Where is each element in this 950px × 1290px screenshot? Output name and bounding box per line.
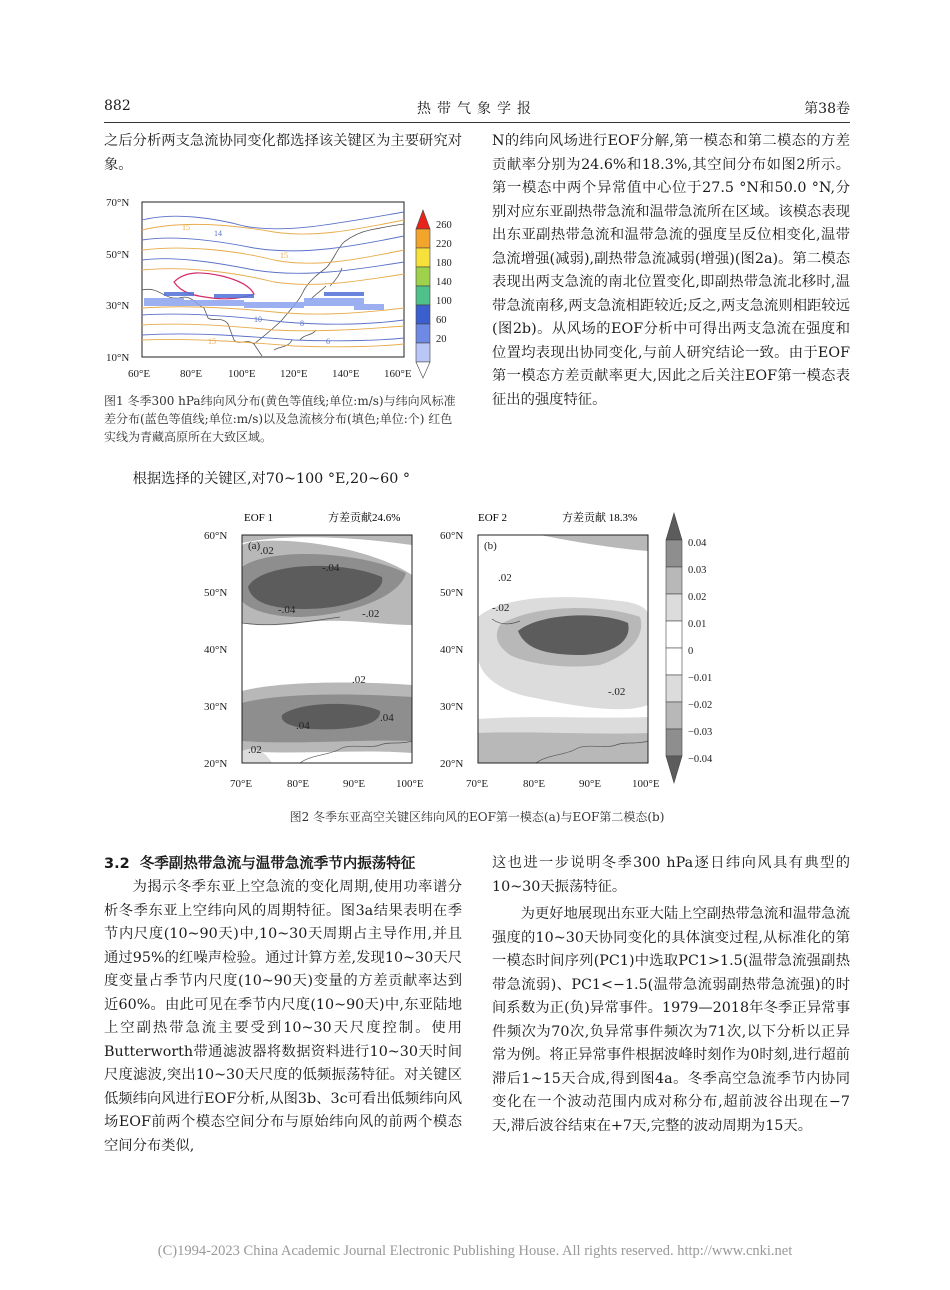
fig2-colorbar-label: 0 bbox=[688, 646, 694, 657]
eof1-lat-label: 60°N bbox=[204, 530, 228, 542]
fig2-colorbar-swatch bbox=[666, 540, 682, 567]
fig1-lat-label: 70°N bbox=[106, 197, 130, 209]
journal-title: 热带气象学报 bbox=[417, 101, 537, 117]
fig1-lon-label: 160°E bbox=[384, 368, 412, 380]
fig2-colorbar-swatch bbox=[666, 567, 682, 594]
fig1-colorbar-swatch bbox=[416, 210, 430, 229]
volume-label: 第38卷 bbox=[804, 101, 850, 117]
fig2-colorbar-label: 0.03 bbox=[688, 565, 707, 576]
fig2-colorbar-label: 0.02 bbox=[688, 592, 707, 603]
eof2-panel-label: (b) bbox=[484, 540, 497, 552]
eof2-contour-label: -.02 bbox=[492, 602, 510, 614]
eof1-lat-label: 50°N bbox=[204, 587, 228, 599]
figure2-eof bbox=[200, 505, 740, 800]
eof2-lon-label: 70°E bbox=[466, 778, 489, 790]
fig1-colorbar-swatch bbox=[416, 286, 430, 305]
fig1-lon-label: 140°E bbox=[332, 368, 360, 380]
eof2-panel bbox=[440, 510, 660, 790]
fig1-contour-label: 15 bbox=[280, 251, 288, 260]
fig1-colorbar-label: 220 bbox=[436, 239, 452, 250]
eof2-lon-label: 80°E bbox=[523, 778, 546, 790]
fig2-colorbar-swatch bbox=[666, 675, 682, 702]
fig2-colorbar-swatch bbox=[666, 729, 682, 756]
eof1-contour-label: .02 bbox=[352, 674, 366, 686]
fig2-colorbar-label: −0.02 bbox=[688, 700, 713, 711]
eof2-contour-label: .02 bbox=[498, 572, 512, 584]
fig2-colorbar-swatch bbox=[666, 621, 682, 648]
fig2-colorbar-swatch bbox=[666, 702, 682, 729]
fig1-colorbar-swatch bbox=[416, 362, 430, 378]
fig1-colorbar-swatch bbox=[416, 248, 430, 267]
eof1-contour-label: .04 bbox=[380, 712, 394, 724]
eof1-variance: 方差贡献24.6% bbox=[328, 512, 401, 524]
eof2-variance: 方差贡献 18.3% bbox=[562, 512, 638, 524]
fig2-colorbar-swatch bbox=[666, 513, 682, 540]
fig1-colorbar-swatch bbox=[416, 267, 430, 286]
fig1-contour-label: 6 bbox=[326, 337, 330, 346]
left-top-paragraph: 之后分析两支急流协同变化都选择该关键区为主要研究对象。 bbox=[104, 133, 462, 173]
fig1-contour-label: 14 bbox=[214, 229, 222, 238]
eof2-lat-label: 60°N bbox=[440, 530, 464, 542]
fig1-colorbar-label: 100 bbox=[436, 296, 452, 307]
fig1-lon-label: 100°E bbox=[228, 368, 256, 380]
figure1-caption: 图1 冬季300 hPa纬向风分布(黄色等值线;单位:m/s)与纬向风标准差分布(蓝色等值线;单位:m/s)以及急流核分布(填色;单位:个) 红色实线为青藏高原所在大致区域。 bbox=[104, 394, 456, 444]
header-rule bbox=[104, 122, 850, 123]
eof1-lon-label: 80°E bbox=[287, 778, 310, 790]
fig2-colorbar-label: 0.01 bbox=[688, 619, 707, 630]
eof1-contour-label: -.02 bbox=[362, 608, 380, 620]
eof2-lon-label: 100°E bbox=[632, 778, 660, 790]
eof1-contour-label: .04 bbox=[296, 720, 310, 732]
fig1-contour-label: 15 bbox=[208, 337, 216, 346]
fig1-contour-label: 10 bbox=[254, 315, 262, 324]
eof1-title: EOF 1 bbox=[244, 512, 274, 524]
eof1-lon-label: 90°E bbox=[343, 778, 366, 790]
fig1-lon-label: 120°E bbox=[280, 368, 308, 380]
page-number: 882 bbox=[104, 98, 131, 114]
eof1-lat-label: 20°N bbox=[204, 758, 228, 770]
section-heading bbox=[104, 852, 462, 873]
fig2-colorbar-label: −0.03 bbox=[688, 727, 713, 738]
eof2-lat-label: 50°N bbox=[440, 587, 464, 599]
eof1-panel bbox=[204, 510, 424, 790]
fig1-lat-label: 30°N bbox=[106, 300, 130, 312]
fig1-colorbar-labels bbox=[436, 220, 452, 345]
left-section-paragraph: 为揭示冬季东亚上空急流的变化周期,使用功率谱分析冬季东亚上空纬向风的周期特征。图3a结果表明在季节内尺度(10~90天)中,10~30天周期占主导作用,并且通过95%的红噪声检验。通过计算方差,发现10~30天尺度变量占季节内尺度(10~90天)变量的方差贡献率达到近60%。由此可见在季节内尺度(10~90天)中,东亚陆地上空副热带急流主要受到10~30天尺度控制。使用Butterworth带通滤波器将数据资料进行10~30天时间尺度滤波,突出10~30天尺度的低频振荡特征。对关键区低频纬向风进行EOF分析,从图3b、3c可看出低频纬向风场EOF前两个模态空间分布与原始纬向风的前两个模态空间分布类似, bbox=[104, 879, 462, 1154]
eof2-lat-label: 30°N bbox=[440, 701, 464, 713]
right-top-paragraph: N的纬向风场进行EOF分解,第一模态和第二模态的方差贡献率分别为24.6%和18.3%,其空间分布如图2所示。第一模态中两个异常值中心位于27.5 °N和50.0 °N,分别对应东亚副热带急流和温带急流所在区域。该模态表现出东亚副热带急流和温带急流的强度呈反位相变化,温带急流增强(减弱),副热带急流减弱(增强)(图2a)。第二模态表现出两支急流的南北位置变化,即副热带急流北移时,温带急流南移,两支急流相距较近;反之,两支急流则相距较远(图2b)。从风场的EOF分析中可得出两支急流在强度和位置均表现出协同变化,与前人研究结论一致。由于EOF第一模态方差贡献率更大,因此之后关注EOF第一模态表征出的强度特征。 bbox=[492, 133, 850, 408]
fig2-colorbar-label: −0.01 bbox=[688, 673, 713, 684]
eof1-lon-label: 100°E bbox=[396, 778, 424, 790]
fig2-colorbar-swatch bbox=[666, 594, 682, 621]
eof2-lon-label: 90°E bbox=[579, 778, 602, 790]
figure2-caption: 图2 冬季东亚高空关键区纬向风的EOF第一模态(a)与EOF第二模态(b) bbox=[289, 810, 665, 824]
fig1-contour-label: 8 bbox=[300, 319, 304, 328]
fig1-colorbar-swatch bbox=[416, 343, 430, 362]
fig1-colorbar-label: 60 bbox=[436, 315, 447, 326]
fig1-lon-label: 80°E bbox=[180, 368, 203, 380]
eof1-contour-label: .02 bbox=[248, 744, 262, 756]
eof2-title: EOF 2 bbox=[478, 512, 508, 524]
copyright-footer: (C)1994-2023 China Academic Journal Electronic Publishing House. All rights reserved. http://www.cnki.net bbox=[157, 1243, 793, 1259]
section-number: 3.2 bbox=[104, 856, 130, 872]
fig1-lat-label: 10°N bbox=[106, 352, 130, 364]
fig1-colorbar bbox=[416, 210, 430, 378]
fig1-colorbar-swatch bbox=[416, 229, 430, 248]
fig1-colorbar-swatch bbox=[416, 324, 430, 343]
right-section-paragraphs: 这也进一步说明冬季300 hPa逐日纬向风具有典型的10~30天振荡特征。 为更好地展现出东亚大陆上空副热带急流和温带急流强度的10~30天协同变化的具体演变过程,从标准化的第一模态时间序列(PC1)中选取PC1>1.5(温带急流强副热带急流弱)、PC1<−1.5(温带急流弱副热带急流强)的时间系数为正(负)异常事件。1979—2018年冬季正异常事件频次为70次,负异常事件频次为71次,以下分析以正异常为例。将正异常事件根据波峰时刻作为0时刻,进行超前滞后1~15天合成,得到图4a。冬季高空急流季节内协同变化在一个波动范围内成对称分布,超前波谷出现在−7天,滞后波谷结束在+7天,完整的波动周期为15天。 bbox=[492, 855, 850, 1134]
eof2-lat-label: 40°N bbox=[440, 644, 464, 656]
left-paragraph-after-fig1: 根据选择的关键区,对70~100 °E,20~60 ° bbox=[132, 471, 410, 487]
fig2-colorbar-labels bbox=[688, 538, 713, 765]
eof1-lat-label: 40°N bbox=[204, 644, 228, 656]
eof1-lat-label: 30°N bbox=[204, 701, 228, 713]
figure1-map bbox=[104, 190, 464, 390]
eof1-contour-label: -.04 bbox=[322, 562, 340, 574]
fig2-colorbar-swatch bbox=[666, 756, 682, 783]
fig2-colorbar-swatch bbox=[666, 648, 682, 675]
eof1-contour-label: -.04 bbox=[278, 604, 296, 616]
fig2-colorbar-label: −0.04 bbox=[688, 754, 713, 765]
fig1-colorbar-label: 20 bbox=[436, 334, 447, 345]
fig1-lat-label: 50°N bbox=[106, 249, 130, 261]
fig1-colorbar-swatch bbox=[416, 305, 430, 324]
eof2-lat-label: 20°N bbox=[440, 758, 464, 770]
section-title: 冬季副热带急流与温带急流季节内振荡特征 bbox=[139, 856, 416, 872]
eof2-contour-label: -.02 bbox=[608, 686, 626, 698]
eof1-panel-label: (a) bbox=[248, 540, 261, 552]
fig1-colorbar-label: 260 bbox=[436, 220, 452, 231]
fig2-colorbar-label: 0.04 bbox=[688, 538, 707, 549]
fig1-contour-label: 15 bbox=[182, 223, 190, 232]
fig1-colorbar-label: 180 bbox=[436, 258, 452, 269]
fig1-lon-label: 60°E bbox=[128, 368, 151, 380]
eof1-lon-label: 70°E bbox=[230, 778, 253, 790]
running-header bbox=[104, 98, 850, 122]
fig2-colorbar bbox=[666, 513, 682, 783]
eof1-contour-label: .02 bbox=[260, 545, 274, 557]
fig1-colorbar-label: 140 bbox=[436, 277, 452, 288]
